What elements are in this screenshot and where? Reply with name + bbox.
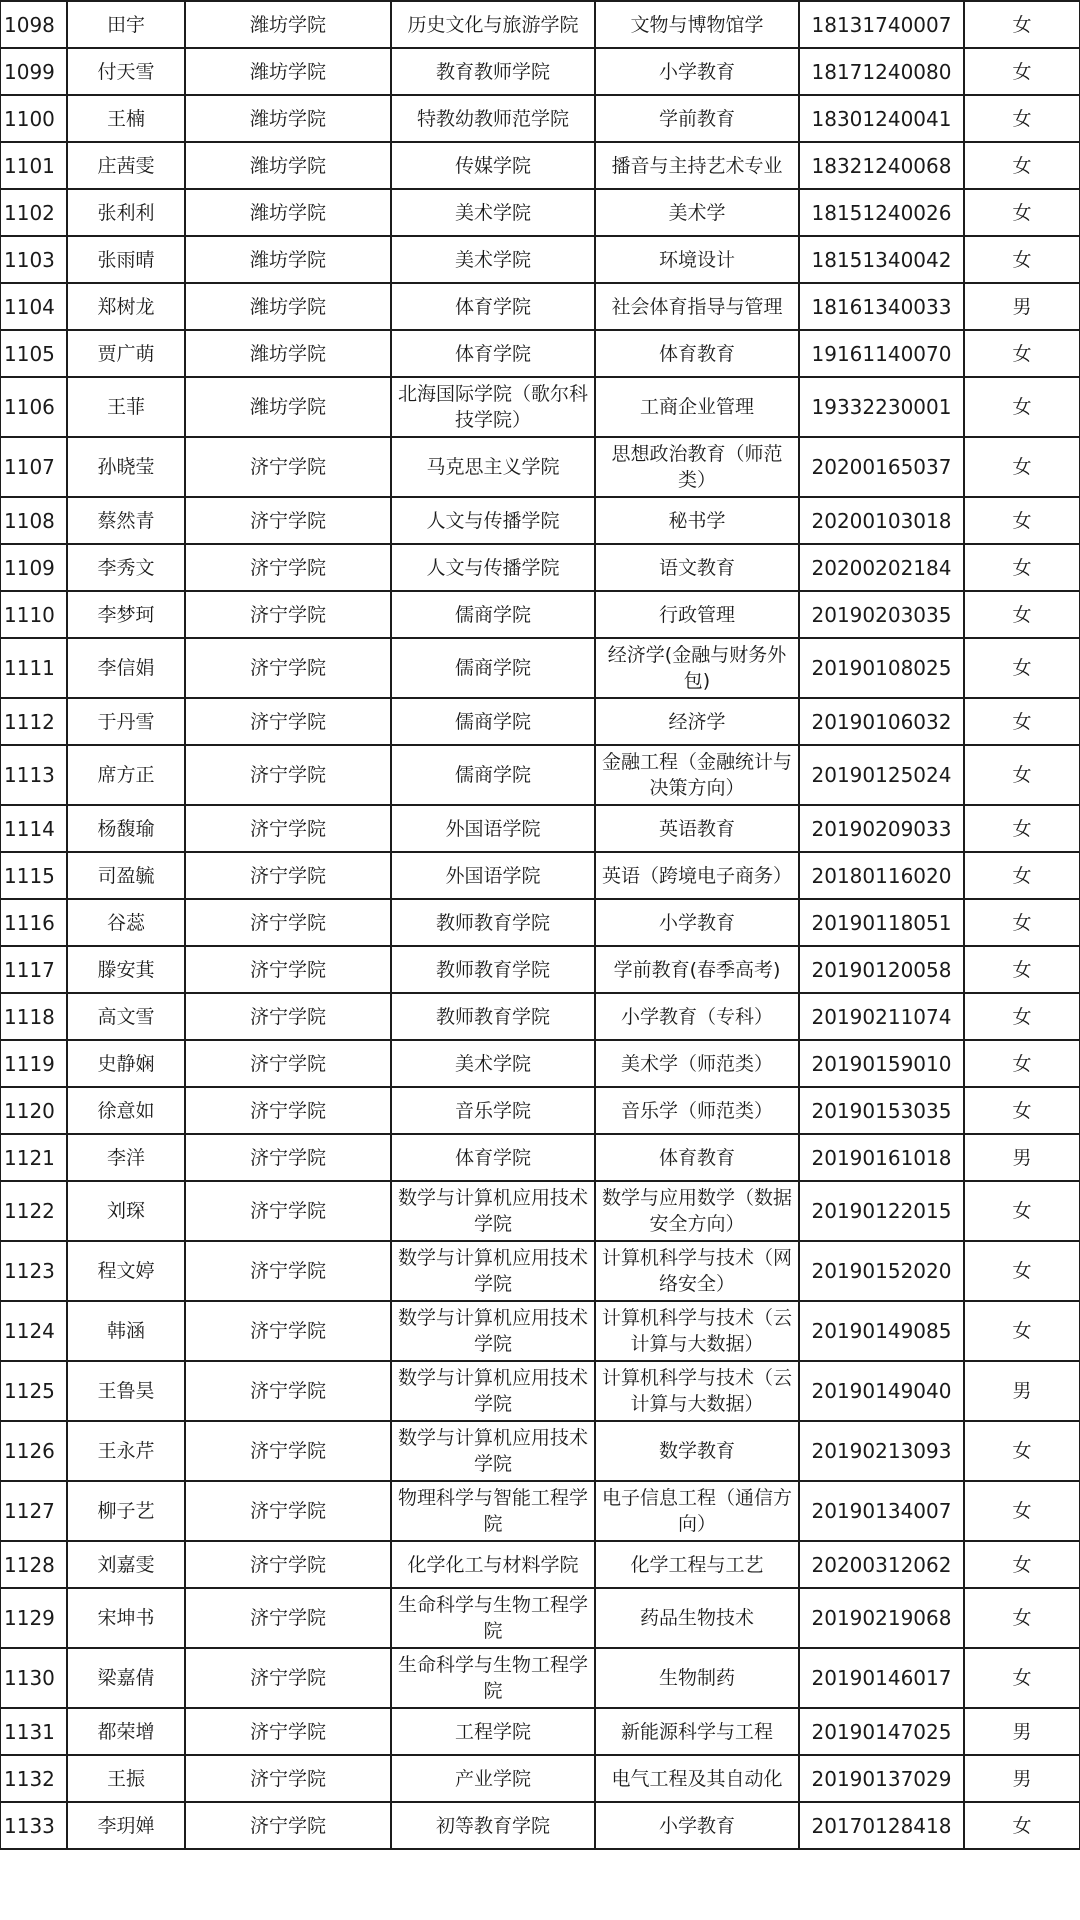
major-name-cell: 生物制药 bbox=[595, 1648, 799, 1708]
gender-cell: 女 bbox=[964, 1802, 1080, 1849]
college-name-cell: 人文与传播学院 bbox=[391, 544, 595, 591]
school-name-cell: 济宁学院 bbox=[185, 993, 391, 1040]
school-name-cell: 济宁学院 bbox=[185, 1361, 391, 1421]
student-name-cell: 孙晓莹 bbox=[67, 437, 185, 497]
student-name-cell: 蔡然青 bbox=[67, 497, 185, 544]
gender-cell: 女 bbox=[964, 1, 1080, 48]
roster-body bbox=[0, 1, 1080, 1849]
major-name-cell: 学前教育 bbox=[595, 95, 799, 142]
row-number-cell: 1132 bbox=[0, 1755, 67, 1802]
student-id-cell: 19161140070 bbox=[799, 330, 964, 377]
gender-cell: 女 bbox=[964, 1648, 1080, 1708]
college-name-cell: 历史文化与旅游学院 bbox=[391, 1, 595, 48]
major-name-cell: 计算机科学与技术（云计算与大数据） bbox=[595, 1301, 799, 1361]
gender-cell: 女 bbox=[964, 1087, 1080, 1134]
student-id-cell: 20190106032 bbox=[799, 698, 964, 745]
student-id-cell: 20190125024 bbox=[799, 745, 964, 805]
school-name-cell: 潍坊学院 bbox=[185, 189, 391, 236]
school-name-cell: 潍坊学院 bbox=[185, 48, 391, 95]
major-name-cell: 秘书学 bbox=[595, 497, 799, 544]
row-number-cell: 1129 bbox=[0, 1588, 67, 1648]
student-name-cell: 王楠 bbox=[67, 95, 185, 142]
school-name-cell: 济宁学院 bbox=[185, 638, 391, 698]
student-id-cell: 20190118051 bbox=[799, 899, 964, 946]
school-name-cell: 济宁学院 bbox=[185, 1301, 391, 1361]
college-name-cell: 数学与计算机应用技术学院 bbox=[391, 1421, 595, 1481]
major-name-cell: 美术学 bbox=[595, 189, 799, 236]
row-number-cell: 1103 bbox=[0, 236, 67, 283]
student-id-cell: 20190108025 bbox=[799, 638, 964, 698]
college-name-cell: 工程学院 bbox=[391, 1708, 595, 1755]
student-name-cell: 王振 bbox=[67, 1755, 185, 1802]
student-id-cell: 20190152020 bbox=[799, 1241, 964, 1301]
table-row bbox=[0, 142, 1080, 189]
college-name-cell: 北海国际学院（歌尔科技学院） bbox=[391, 377, 595, 437]
school-name-cell: 济宁学院 bbox=[185, 946, 391, 993]
school-name-cell: 济宁学院 bbox=[185, 1134, 391, 1181]
row-number-cell: 1118 bbox=[0, 993, 67, 1040]
table-row bbox=[0, 1481, 1080, 1541]
gender-cell: 女 bbox=[964, 993, 1080, 1040]
student-name-cell: 王鲁昊 bbox=[67, 1361, 185, 1421]
school-name-cell: 潍坊学院 bbox=[185, 95, 391, 142]
table-row bbox=[0, 1361, 1080, 1421]
school-name-cell: 济宁学院 bbox=[185, 852, 391, 899]
gender-cell: 女 bbox=[964, 745, 1080, 805]
student-id-cell: 18321240068 bbox=[799, 142, 964, 189]
major-name-cell: 小学教育（专科） bbox=[595, 993, 799, 1040]
student-id-cell: 20190203035 bbox=[799, 591, 964, 638]
student-name-cell: 付天雪 bbox=[67, 48, 185, 95]
major-name-cell: 工商企业管理 bbox=[595, 377, 799, 437]
major-name-cell: 数学与应用数学（数据安全方向） bbox=[595, 1181, 799, 1241]
table-row bbox=[0, 899, 1080, 946]
row-number-cell: 1115 bbox=[0, 852, 67, 899]
school-name-cell: 济宁学院 bbox=[185, 899, 391, 946]
row-number-cell: 1126 bbox=[0, 1421, 67, 1481]
school-name-cell: 潍坊学院 bbox=[185, 236, 391, 283]
table-row bbox=[0, 544, 1080, 591]
gender-cell: 男 bbox=[964, 1134, 1080, 1181]
gender-cell: 女 bbox=[964, 189, 1080, 236]
school-name-cell: 济宁学院 bbox=[185, 544, 391, 591]
school-name-cell: 济宁学院 bbox=[185, 698, 391, 745]
row-number-cell: 1127 bbox=[0, 1481, 67, 1541]
table-row bbox=[0, 993, 1080, 1040]
gender-cell: 女 bbox=[964, 544, 1080, 591]
row-number-cell: 1105 bbox=[0, 330, 67, 377]
student-name-cell: 史静娴 bbox=[67, 1040, 185, 1087]
major-name-cell: 计算机科学与技术（云计算与大数据） bbox=[595, 1361, 799, 1421]
row-number-cell: 1116 bbox=[0, 899, 67, 946]
college-name-cell: 物理科学与智能工程学院 bbox=[391, 1481, 595, 1541]
college-name-cell: 化学化工与材料学院 bbox=[391, 1541, 595, 1588]
gender-cell: 女 bbox=[964, 1181, 1080, 1241]
college-name-cell: 数学与计算机应用技术学院 bbox=[391, 1301, 595, 1361]
row-number-cell: 1112 bbox=[0, 698, 67, 745]
major-name-cell: 社会体育指导与管理 bbox=[595, 283, 799, 330]
student-name-cell: 刘琛 bbox=[67, 1181, 185, 1241]
student-id-cell: 20200165037 bbox=[799, 437, 964, 497]
student-id-cell: 20190149085 bbox=[799, 1301, 964, 1361]
school-name-cell: 济宁学院 bbox=[185, 1087, 391, 1134]
student-name-cell: 田宇 bbox=[67, 1, 185, 48]
school-name-cell: 济宁学院 bbox=[185, 805, 391, 852]
student-id-cell: 20190146017 bbox=[799, 1648, 964, 1708]
table-row bbox=[0, 48, 1080, 95]
college-name-cell: 数学与计算机应用技术学院 bbox=[391, 1241, 595, 1301]
table-row bbox=[0, 1, 1080, 48]
row-number-cell: 1099 bbox=[0, 48, 67, 95]
table-row bbox=[0, 1301, 1080, 1361]
row-number-cell: 1106 bbox=[0, 377, 67, 437]
school-name-cell: 潍坊学院 bbox=[185, 330, 391, 377]
gender-cell: 女 bbox=[964, 899, 1080, 946]
student-id-cell: 20180116020 bbox=[799, 852, 964, 899]
gender-cell: 男 bbox=[964, 1708, 1080, 1755]
college-name-cell: 儒商学院 bbox=[391, 698, 595, 745]
college-name-cell: 美术学院 bbox=[391, 236, 595, 283]
gender-cell: 男 bbox=[964, 1361, 1080, 1421]
table-row bbox=[0, 852, 1080, 899]
major-name-cell: 化学工程与工艺 bbox=[595, 1541, 799, 1588]
school-name-cell: 济宁学院 bbox=[185, 1040, 391, 1087]
major-name-cell: 思想政治教育（师范类） bbox=[595, 437, 799, 497]
student-id-cell: 18131740007 bbox=[799, 1, 964, 48]
major-name-cell: 药品生物技术 bbox=[595, 1588, 799, 1648]
table-row bbox=[0, 638, 1080, 698]
table-row bbox=[0, 236, 1080, 283]
table-row bbox=[0, 189, 1080, 236]
student-id-cell: 20190209033 bbox=[799, 805, 964, 852]
gender-cell: 女 bbox=[964, 142, 1080, 189]
college-name-cell: 马克思主义学院 bbox=[391, 437, 595, 497]
school-name-cell: 济宁学院 bbox=[185, 1421, 391, 1481]
student-id-cell: 20170128418 bbox=[799, 1802, 964, 1849]
student-id-cell: 20190137029 bbox=[799, 1755, 964, 1802]
school-name-cell: 潍坊学院 bbox=[185, 142, 391, 189]
gender-cell: 女 bbox=[964, 1421, 1080, 1481]
student-name-cell: 庄茜雯 bbox=[67, 142, 185, 189]
table-row bbox=[0, 1755, 1080, 1802]
student-name-cell: 贾广萌 bbox=[67, 330, 185, 377]
student-id-cell: 20190153035 bbox=[799, 1087, 964, 1134]
table-row bbox=[0, 1648, 1080, 1708]
student-id-cell: 20200202184 bbox=[799, 544, 964, 591]
student-name-cell: 王永芹 bbox=[67, 1421, 185, 1481]
major-name-cell: 计算机科学与技术（网络安全） bbox=[595, 1241, 799, 1301]
row-number-cell: 1130 bbox=[0, 1648, 67, 1708]
student-id-cell: 20190219068 bbox=[799, 1588, 964, 1648]
college-name-cell: 体育学院 bbox=[391, 330, 595, 377]
row-number-cell: 1124 bbox=[0, 1301, 67, 1361]
school-name-cell: 潍坊学院 bbox=[185, 377, 391, 437]
college-name-cell: 体育学院 bbox=[391, 283, 595, 330]
table-row bbox=[0, 1134, 1080, 1181]
gender-cell: 女 bbox=[964, 1588, 1080, 1648]
school-name-cell: 济宁学院 bbox=[185, 745, 391, 805]
college-name-cell: 音乐学院 bbox=[391, 1087, 595, 1134]
school-name-cell: 济宁学院 bbox=[185, 1241, 391, 1301]
major-name-cell: 环境设计 bbox=[595, 236, 799, 283]
major-name-cell: 文物与博物馆学 bbox=[595, 1, 799, 48]
table-row bbox=[0, 95, 1080, 142]
table-row bbox=[0, 1087, 1080, 1134]
student-id-cell: 20190159010 bbox=[799, 1040, 964, 1087]
gender-cell: 男 bbox=[964, 283, 1080, 330]
row-number-cell: 1121 bbox=[0, 1134, 67, 1181]
student-id-cell: 20190213093 bbox=[799, 1421, 964, 1481]
major-name-cell: 小学教育 bbox=[595, 899, 799, 946]
gender-cell: 女 bbox=[964, 1301, 1080, 1361]
student-id-cell: 18151340042 bbox=[799, 236, 964, 283]
college-name-cell: 外国语学院 bbox=[391, 852, 595, 899]
table-row bbox=[0, 805, 1080, 852]
row-number-cell: 1114 bbox=[0, 805, 67, 852]
school-name-cell: 潍坊学院 bbox=[185, 1, 391, 48]
table-row bbox=[0, 1588, 1080, 1648]
student-name-cell: 柳子艺 bbox=[67, 1481, 185, 1541]
table-row bbox=[0, 497, 1080, 544]
student-name-cell: 郑树龙 bbox=[67, 283, 185, 330]
school-name-cell: 济宁学院 bbox=[185, 1708, 391, 1755]
table-row bbox=[0, 437, 1080, 497]
major-name-cell: 英语教育 bbox=[595, 805, 799, 852]
school-name-cell: 潍坊学院 bbox=[185, 283, 391, 330]
gender-cell: 女 bbox=[964, 437, 1080, 497]
student-id-cell: 18301240041 bbox=[799, 95, 964, 142]
row-number-cell: 1102 bbox=[0, 189, 67, 236]
table-row bbox=[0, 1802, 1080, 1849]
student-id-cell: 20190211074 bbox=[799, 993, 964, 1040]
gender-cell: 女 bbox=[964, 698, 1080, 745]
school-name-cell: 济宁学院 bbox=[185, 497, 391, 544]
gender-cell: 女 bbox=[964, 946, 1080, 993]
row-number-cell: 1128 bbox=[0, 1541, 67, 1588]
student-name-cell: 司盈毓 bbox=[67, 852, 185, 899]
gender-cell: 女 bbox=[964, 805, 1080, 852]
row-number-cell: 1125 bbox=[0, 1361, 67, 1421]
school-name-cell: 济宁学院 bbox=[185, 1755, 391, 1802]
student-id-cell: 20190134007 bbox=[799, 1481, 964, 1541]
student-name-cell: 高文雪 bbox=[67, 993, 185, 1040]
student-id-cell: 20190161018 bbox=[799, 1134, 964, 1181]
row-number-cell: 1133 bbox=[0, 1802, 67, 1849]
school-name-cell: 济宁学院 bbox=[185, 1588, 391, 1648]
major-name-cell: 学前教育(春季高考) bbox=[595, 946, 799, 993]
major-name-cell: 体育教育 bbox=[595, 330, 799, 377]
college-name-cell: 生命科学与生物工程学院 bbox=[391, 1588, 595, 1648]
college-name-cell: 生命科学与生物工程学院 bbox=[391, 1648, 595, 1708]
school-name-cell: 济宁学院 bbox=[185, 1802, 391, 1849]
student-name-cell: 李信娟 bbox=[67, 638, 185, 698]
table-row bbox=[0, 377, 1080, 437]
college-name-cell: 儒商学院 bbox=[391, 745, 595, 805]
gender-cell: 女 bbox=[964, 852, 1080, 899]
college-name-cell: 数学与计算机应用技术学院 bbox=[391, 1181, 595, 1241]
student-name-cell: 李梦珂 bbox=[67, 591, 185, 638]
major-name-cell: 电气工程及其自动化 bbox=[595, 1755, 799, 1802]
school-name-cell: 济宁学院 bbox=[185, 591, 391, 638]
major-name-cell: 小学教育 bbox=[595, 48, 799, 95]
table-row bbox=[0, 1708, 1080, 1755]
student-id-cell: 20190147025 bbox=[799, 1708, 964, 1755]
table-row bbox=[0, 946, 1080, 993]
major-name-cell: 经济学(金融与财务外包) bbox=[595, 638, 799, 698]
gender-cell: 女 bbox=[964, 95, 1080, 142]
row-number-cell: 1122 bbox=[0, 1181, 67, 1241]
row-number-cell: 1123 bbox=[0, 1241, 67, 1301]
table-row bbox=[0, 1040, 1080, 1087]
major-name-cell: 经济学 bbox=[595, 698, 799, 745]
student-name-cell: 徐意如 bbox=[67, 1087, 185, 1134]
gender-cell: 女 bbox=[964, 591, 1080, 638]
student-id-cell: 20190120058 bbox=[799, 946, 964, 993]
college-name-cell: 初等教育学院 bbox=[391, 1802, 595, 1849]
row-number-cell: 1101 bbox=[0, 142, 67, 189]
gender-cell: 女 bbox=[964, 497, 1080, 544]
student-name-cell: 张利利 bbox=[67, 189, 185, 236]
gender-cell: 女 bbox=[964, 1481, 1080, 1541]
student-id-cell: 18151240026 bbox=[799, 189, 964, 236]
row-number-cell: 1104 bbox=[0, 283, 67, 330]
student-name-cell: 王菲 bbox=[67, 377, 185, 437]
gender-cell: 女 bbox=[964, 638, 1080, 698]
college-name-cell: 教师教育学院 bbox=[391, 946, 595, 993]
student-name-cell: 杨馥瑜 bbox=[67, 805, 185, 852]
gender-cell: 女 bbox=[964, 330, 1080, 377]
college-name-cell: 外国语学院 bbox=[391, 805, 595, 852]
school-name-cell: 济宁学院 bbox=[185, 1481, 391, 1541]
college-name-cell: 美术学院 bbox=[391, 1040, 595, 1087]
student-id-cell: 20190122015 bbox=[799, 1181, 964, 1241]
school-name-cell: 济宁学院 bbox=[185, 1541, 391, 1588]
college-name-cell: 特教幼教师范学院 bbox=[391, 95, 595, 142]
row-number-cell: 1119 bbox=[0, 1040, 67, 1087]
table-row bbox=[0, 1181, 1080, 1241]
row-number-cell: 1111 bbox=[0, 638, 67, 698]
gender-cell: 女 bbox=[964, 48, 1080, 95]
table-row bbox=[0, 283, 1080, 330]
table-row bbox=[0, 745, 1080, 805]
row-number-cell: 1098 bbox=[0, 1, 67, 48]
student-id-cell: 18171240080 bbox=[799, 48, 964, 95]
school-name-cell: 济宁学院 bbox=[185, 1181, 391, 1241]
student-name-cell: 宋坤书 bbox=[67, 1588, 185, 1648]
gender-cell: 女 bbox=[964, 377, 1080, 437]
student-name-cell: 张雨晴 bbox=[67, 236, 185, 283]
major-name-cell: 电子信息工程（通信方向） bbox=[595, 1481, 799, 1541]
student-name-cell: 程文婷 bbox=[67, 1241, 185, 1301]
student-name-cell: 滕安萁 bbox=[67, 946, 185, 993]
row-number-cell: 1109 bbox=[0, 544, 67, 591]
gender-cell: 女 bbox=[964, 1541, 1080, 1588]
college-name-cell: 体育学院 bbox=[391, 1134, 595, 1181]
major-name-cell: 金融工程（金融统计与决策方向） bbox=[595, 745, 799, 805]
student-name-cell: 于丹雪 bbox=[67, 698, 185, 745]
row-number-cell: 1100 bbox=[0, 95, 67, 142]
gender-cell: 女 bbox=[964, 236, 1080, 283]
college-name-cell: 传媒学院 bbox=[391, 142, 595, 189]
row-number-cell: 1120 bbox=[0, 1087, 67, 1134]
major-name-cell: 英语（跨境电子商务） bbox=[595, 852, 799, 899]
gender-cell: 男 bbox=[964, 1755, 1080, 1802]
student-name-cell: 李秀文 bbox=[67, 544, 185, 591]
gender-cell: 女 bbox=[964, 1040, 1080, 1087]
college-name-cell: 教师教育学院 bbox=[391, 993, 595, 1040]
major-name-cell: 小学教育 bbox=[595, 1802, 799, 1849]
table-row bbox=[0, 1541, 1080, 1588]
college-name-cell: 教育教师学院 bbox=[391, 48, 595, 95]
gender-cell: 女 bbox=[964, 1241, 1080, 1301]
school-name-cell: 济宁学院 bbox=[185, 437, 391, 497]
college-name-cell: 儒商学院 bbox=[391, 591, 595, 638]
student-name-cell: 都荣增 bbox=[67, 1708, 185, 1755]
table-row bbox=[0, 330, 1080, 377]
college-name-cell: 美术学院 bbox=[391, 189, 595, 236]
major-name-cell: 新能源科学与工程 bbox=[595, 1708, 799, 1755]
college-name-cell: 儒商学院 bbox=[391, 638, 595, 698]
student-id-cell: 19332230001 bbox=[799, 377, 964, 437]
table-row bbox=[0, 1421, 1080, 1481]
student-id-cell: 20200312062 bbox=[799, 1541, 964, 1588]
student-name-cell: 席方正 bbox=[67, 745, 185, 805]
major-name-cell: 音乐学（师范类） bbox=[595, 1087, 799, 1134]
major-name-cell: 行政管理 bbox=[595, 591, 799, 638]
row-number-cell: 1113 bbox=[0, 745, 67, 805]
student-name-cell: 梁嘉倩 bbox=[67, 1648, 185, 1708]
college-name-cell: 教师教育学院 bbox=[391, 899, 595, 946]
major-name-cell: 语文教育 bbox=[595, 544, 799, 591]
major-name-cell: 美术学（师范类） bbox=[595, 1040, 799, 1087]
college-name-cell: 产业学院 bbox=[391, 1755, 595, 1802]
student-name-cell: 李玥婵 bbox=[67, 1802, 185, 1849]
student-id-cell: 20190149040 bbox=[799, 1361, 964, 1421]
row-number-cell: 1131 bbox=[0, 1708, 67, 1755]
student-name-cell: 李洋 bbox=[67, 1134, 185, 1181]
table-row bbox=[0, 591, 1080, 638]
table-row bbox=[0, 1241, 1080, 1301]
school-name-cell: 济宁学院 bbox=[185, 1648, 391, 1708]
major-name-cell: 数学教育 bbox=[595, 1421, 799, 1481]
major-name-cell: 体育教育 bbox=[595, 1134, 799, 1181]
student-name-cell: 谷蕊 bbox=[67, 899, 185, 946]
student-id-cell: 20200103018 bbox=[799, 497, 964, 544]
table-row bbox=[0, 698, 1080, 745]
student-name-cell: 韩涵 bbox=[67, 1301, 185, 1361]
row-number-cell: 1110 bbox=[0, 591, 67, 638]
major-name-cell: 播音与主持艺术专业 bbox=[595, 142, 799, 189]
row-number-cell: 1117 bbox=[0, 946, 67, 993]
row-number-cell: 1107 bbox=[0, 437, 67, 497]
student-name-cell: 刘嘉雯 bbox=[67, 1541, 185, 1588]
college-name-cell: 数学与计算机应用技术学院 bbox=[391, 1361, 595, 1421]
college-name-cell: 人文与传播学院 bbox=[391, 497, 595, 544]
row-number-cell: 1108 bbox=[0, 497, 67, 544]
student-id-cell: 18161340033 bbox=[799, 283, 964, 330]
